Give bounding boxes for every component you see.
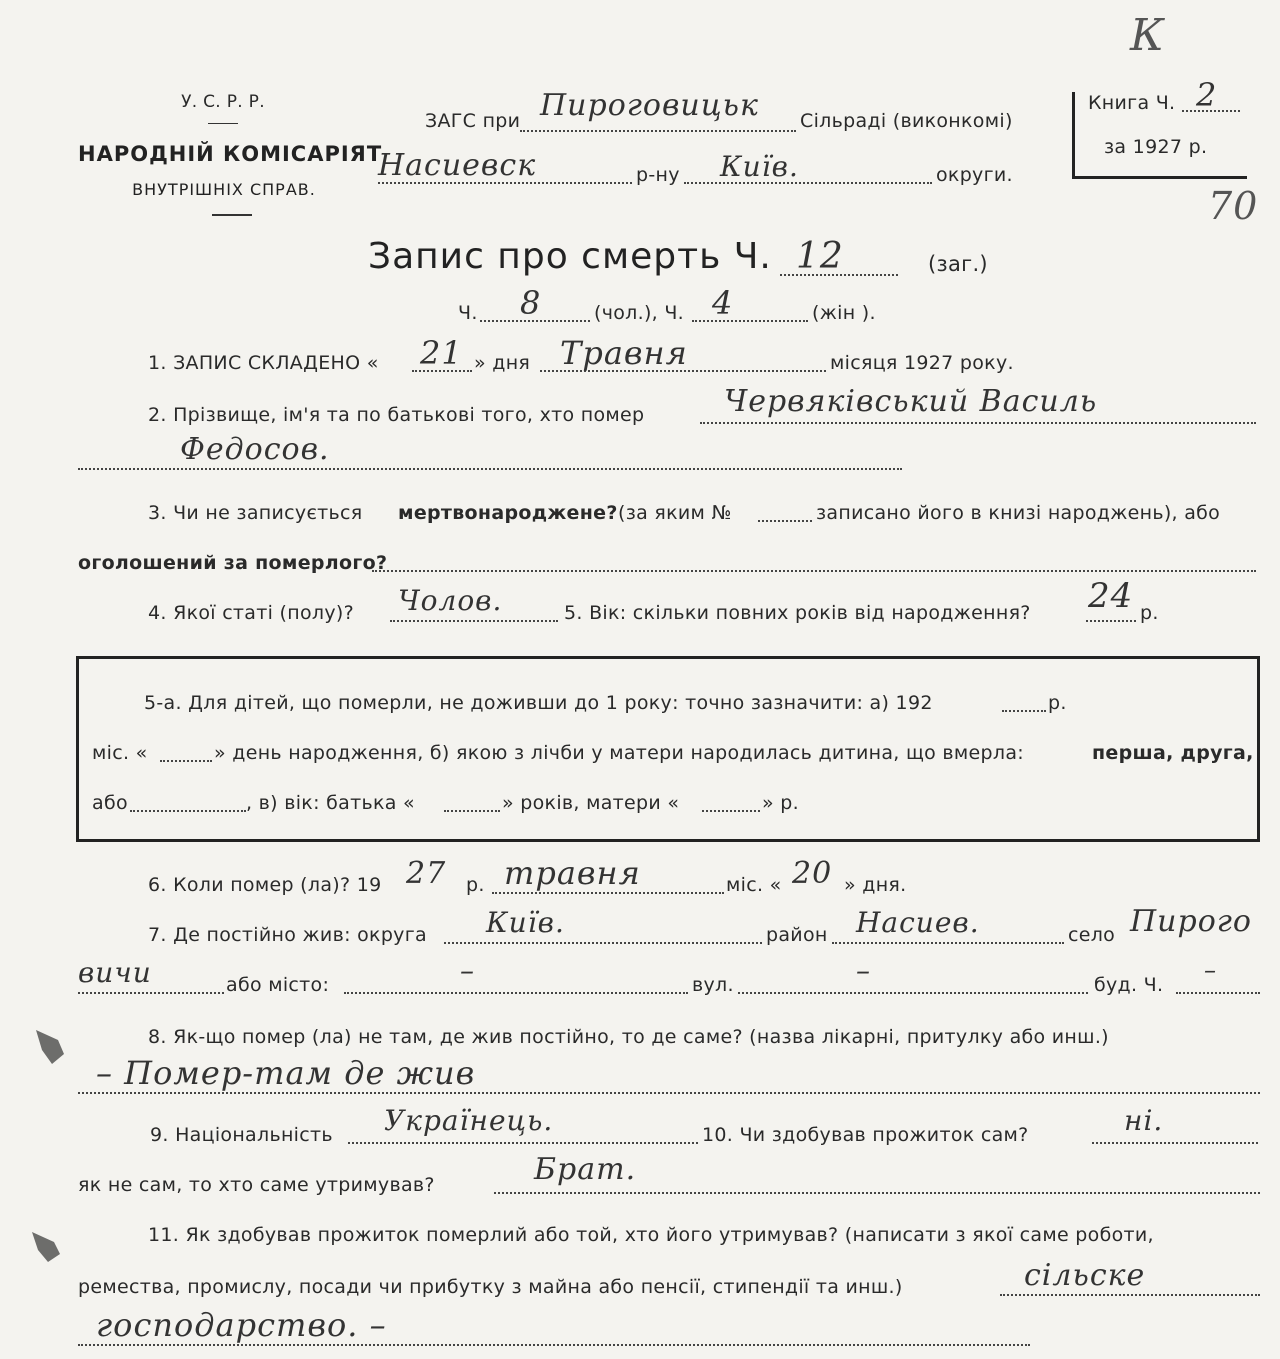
header-divider [208,123,238,124]
q1-label: 1. ЗАПИС СКЛАДЕНО « [148,352,379,374]
q9-line [348,1142,698,1144]
corner-mark-k: К [1130,10,1166,61]
header-state: У. С. Р. Р. [181,92,265,112]
q9-label: 9. Національність [150,1124,333,1146]
raion-value: Насиевск [378,148,537,183]
q7-selo-2: вичи [78,956,152,989]
book-box-border [1072,92,1075,178]
q6-month-suffix: міс. « [726,874,782,896]
q6-label: 6. Коли помер (ла)? 19 [148,874,382,896]
q5a-father-line [444,810,500,812]
female-line [692,320,808,322]
q6-year-suffix: р. [466,874,485,896]
q2-line2 [78,468,902,470]
record-title: Запис про смерть Ч. [368,236,772,277]
corner-mark-70: 70 [1208,184,1259,228]
q2-line1 [700,422,1256,424]
male-suffix: (чол.), Ч. [594,302,685,324]
q7-misto: – [460,954,475,987]
q7-selo-label: село [1068,924,1116,946]
header-divider-2 [212,214,252,216]
q5a-line1: 5-а. Для дітей, що померли, не доживши до 1 року: точно зазначити: а) 192 [144,692,933,714]
q6-day: 20 [792,856,833,891]
q5-line [1086,620,1136,622]
q11-value-line1 [1000,1294,1260,1296]
q10-line [1092,1142,1258,1144]
record-number: 12 [796,236,844,277]
q1-day: 21 [420,334,463,372]
q7-bud-line [1176,992,1260,994]
female-count: 4 [712,284,734,322]
q7-bud: – [1204,956,1217,984]
q11-value-line2 [78,1344,1030,1346]
q5a-line2-a: міс. « [92,742,148,764]
q4-line [390,620,558,622]
q4-label: 4. Якої статі (полу)? [148,602,354,624]
q6-year: 27 [406,856,447,891]
female-suffix: (жін ). [812,302,876,324]
male-count: 8 [520,284,542,322]
q5a-line3-a: або [92,792,128,814]
q8-line [78,1092,1260,1094]
q10-line2 [494,1192,1260,1194]
record-suffix: (заг.) [928,252,988,276]
q7-vul-line [738,992,1088,994]
book-value: 2 [1196,76,1218,114]
q5a-line1-tail: р. [1048,692,1067,714]
q5a-year-line [1002,710,1046,712]
q5a-first-second: перша, друга, [1092,742,1254,764]
q5a-line3-c: » років, матери « [502,792,680,814]
q3-line1-a: 3. Чи не записується [148,502,363,524]
q1-tail: місяця 1927 року. [830,352,1014,374]
zags-suffix: Сільраді (виконкомі) [800,110,1013,132]
okruga-value: Київ. [720,150,799,183]
binder-hole-mark-2 [26,1222,66,1272]
q6-month-line [492,892,724,894]
q5-value: 24 [1088,576,1134,616]
q3-line2 [372,570,1256,572]
q7-misto-line [344,992,688,994]
commissariat-title: НАРОДНІЙ КОМІСАРІЯТ [78,142,383,166]
zags-line [520,130,796,132]
q7-label: 7. Де постійно жив: округа [148,924,427,946]
q7-raion-label: район [766,924,828,946]
q2-value1: Червяківський Василь [724,384,1098,419]
q8-label: 8. Як-що помер (ла) не там, де жив постійно, то де саме? (назва лікарні, притулку або инш.) [148,1026,1109,1048]
q7-vul: – [856,954,871,987]
q3-declared-dead: оголошений за померлого? [78,552,388,574]
q3-line1-d: записано його в книзі народжень), або [816,502,1221,524]
q5a-order-line [130,810,246,812]
q7-bud-label: буд. Ч. [1094,974,1164,996]
raion-label: р-ну [636,164,680,186]
q11-line1: 11. Як здобував прожиток померлий або той, хто його утримував? (написати з якої саме роботи, [148,1224,1154,1246]
department-title: ВНУТРІШНІХ СПРАВ. [132,180,316,199]
q1-month: Травня [560,334,688,372]
year-label: за 1927 р. [1104,136,1208,158]
q5a-line2-b: » день народження, б) якою з лічби у матери народилась дитина, що вмерла: [214,742,1024,764]
q7-okruga-line [444,942,762,944]
binder-hole-mark-1 [30,1020,70,1070]
q6-day-suffix: » дня. [844,874,907,896]
q5-suffix: р. [1140,602,1159,624]
q7-raion-line [832,942,1064,944]
q6-month: травня [504,854,641,892]
q1-day-suffix: » дня [474,352,531,374]
zags-value: Пироговицьк [540,88,759,123]
q7-raion: Насиев. [856,906,980,939]
q5a-line3-b: , в) вік: батька « [246,792,415,814]
q5a-day-line [160,760,212,762]
q5a-mother-line [702,810,760,812]
q3-line1-c: (за яким № [618,502,732,524]
q10-value: ні. [1124,1104,1164,1137]
q11-value1: сільске [1024,1258,1146,1293]
q5a-line3-d: » р. [762,792,799,814]
q7-selo-1: Пирого [1130,904,1252,939]
q2-value2: Федосов. [180,432,330,467]
book-box-border-bottom [1072,176,1247,179]
q9-value: Українець. [384,1104,554,1137]
q2-label: 2. Прізвище, ім'я та по батькові того, хто помер [148,404,645,426]
zags-prefix: ЗАГС при [425,110,521,132]
q7-vul-label: вул. [692,974,734,996]
q10-line2-value: Брат. [534,1152,637,1187]
okruga-label: округи. [936,164,1013,186]
q7-okruga: Київ. [486,906,565,939]
q5-label: 5. Вік: скільки повних років від народження? [564,602,1031,624]
q7-selo-line2 [78,992,224,994]
q3-number-line [758,520,812,522]
q10-line2-label: як не сам, то хто саме утримував? [78,1174,435,1196]
male-prefix: Ч. [458,302,478,324]
q7-misto-label: або місто: [226,974,330,996]
q10-label: 10. Чи здобував прожиток сам? [702,1124,1029,1146]
q11-value2: господарство. – [96,1306,387,1344]
q11-line2: ремества, промислу, посади чи прибутку з майна або пенсії, стипендії та инш.) [78,1276,903,1298]
book-label: Книга Ч. [1088,92,1176,114]
q3-stillborn: мертвонароджене? [398,502,618,524]
q4-value: Чолов. [398,584,503,617]
q8-value: – Помер-там де жив [96,1054,476,1092]
